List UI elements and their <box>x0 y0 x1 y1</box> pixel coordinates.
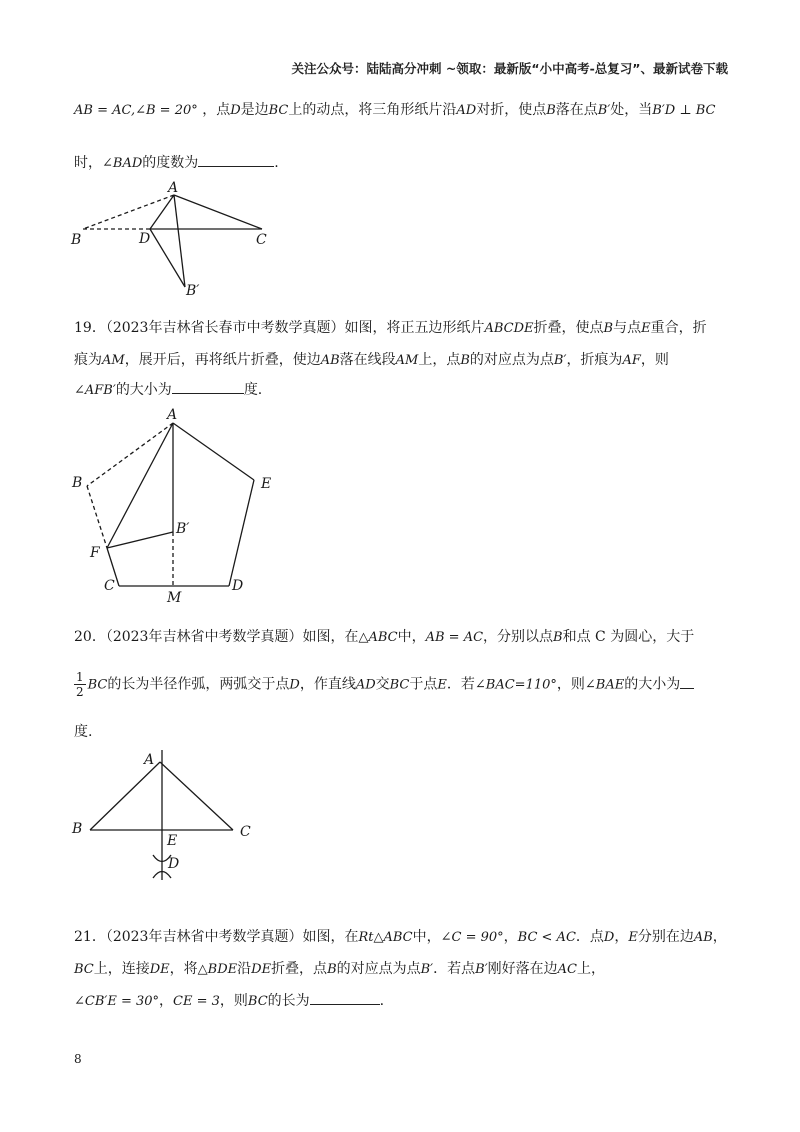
q18-point-d: D <box>230 103 241 118</box>
q19-source: （2023年吉林省长春市中考数学真题） <box>105 320 345 336</box>
q19-line-3 <box>74 380 746 401</box>
q20-label-b: B <box>72 821 83 837</box>
q18-given: AB = AC,∠B = 20° <box>74 103 198 118</box>
q21-text-6: 分别在边 <box>637 929 694 945</box>
q18-seg-abprime <box>174 195 185 287</box>
q20-source: （2023年吉林省中考数学真题） <box>105 629 303 645</box>
q21-side-ab: AB <box>693 930 713 945</box>
q21-source: （2023年吉林省中考数学真题） <box>105 929 303 945</box>
q20-text-9: ．若 <box>446 676 475 693</box>
q21-line-2 <box>74 959 746 980</box>
q20-triangle: △ABC <box>358 630 398 645</box>
q18-label-b: B <box>71 232 82 248</box>
q21-text-14: 刚好落在边 <box>487 961 558 977</box>
q19-label-m: M <box>167 590 182 606</box>
q19-text-13: 度. <box>243 382 263 398</box>
q18-point-b: B <box>546 103 556 118</box>
q20-label-e: E <box>167 833 178 849</box>
q20-frac-num: 1 <box>76 670 84 684</box>
q21-seg-de2: DE <box>251 962 272 977</box>
q18-text-4: 对折，使点 <box>476 102 547 118</box>
q19-number: 19． <box>74 320 106 336</box>
q20-text-7: 交 <box>375 676 390 693</box>
q20-answer-blank[interactable] <box>680 675 694 689</box>
q19-text-8: 上，点 <box>418 352 461 368</box>
q18-text-3: 上的动点，将三角形纸片沿 <box>288 102 457 118</box>
q20-text-12: 度. <box>74 724 93 740</box>
q19-seg-af-text: AF <box>622 353 641 368</box>
q21-period: . <box>379 993 385 1009</box>
q20-condition: ∠BAC=110° <box>474 677 557 693</box>
page-header: 关注公众号：陆陆高分冲刺 ~领取：最新版“小中高考-总复习”、最新试卷下载 <box>291 61 728 76</box>
q20-line-ad-text: AD <box>355 677 376 693</box>
q20-text-1: 如图，在 <box>302 629 359 645</box>
q19-seg-am2-text: AM <box>395 353 419 368</box>
q18-text-8: 的度数为 <box>142 155 199 171</box>
q21-point-bprime: B′ <box>420 962 434 977</box>
q21-comparison: BC < AC <box>517 930 576 945</box>
q18-label-d: D <box>139 231 151 247</box>
q19-label-d: D <box>232 578 244 594</box>
q19-text-6: ，展开后，再将纸片折叠，使边 <box>124 352 321 368</box>
q21-text-18: 的长为 <box>267 993 310 1009</box>
q21-point-bprime-2: B′ <box>475 962 488 977</box>
q19-seg-ae <box>173 423 254 480</box>
q21-text-1: 如图，在 <box>302 929 359 945</box>
q21-text-12: 的对应点为点 <box>336 961 421 977</box>
q21-point-b: B <box>327 962 337 977</box>
q18-point-bprime: B′ <box>597 103 611 118</box>
q19-seg-ab-dashed <box>87 423 173 486</box>
q21-text-13: ．若点 <box>433 961 476 977</box>
q19-point-b: B <box>603 321 614 336</box>
q20-label-c: C <box>240 824 251 840</box>
q20-line-3 <box>74 722 746 742</box>
q21-angle-c: ∠C = 90° <box>440 930 504 945</box>
q20-seg-ab <box>90 762 160 830</box>
q21-text-11: 折叠，点 <box>271 961 328 977</box>
q20-text-4: 和点 C 为圆心，大于 <box>562 629 695 645</box>
q21-condition-1: ∠CB′E = 30° <box>74 994 160 1009</box>
q19-point-e: E <box>641 321 651 336</box>
q20-text-6: ，作直线 <box>299 676 356 693</box>
q19-seg-ed <box>229 480 254 586</box>
q18-label-bprime: B′ <box>186 283 200 299</box>
q19-label-e: E <box>261 476 272 492</box>
q20-number: 20． <box>74 629 106 645</box>
q20-text-5: 的长为半径作弧，两弧交于点 <box>107 676 290 693</box>
q21-answer-blank[interactable] <box>310 991 380 1005</box>
q21-text-2: 中， <box>412 929 441 945</box>
q20-seg-ac <box>160 762 233 830</box>
q21-line-3 <box>74 991 746 1012</box>
q20-line-1 <box>74 627 746 648</box>
q19-seg-fbprime <box>107 532 173 548</box>
q18-text-1: ，点 <box>202 102 231 118</box>
q21-rt-triangle: Rt△ABC <box>358 930 413 945</box>
q21-text-16: ， <box>159 993 174 1009</box>
q18-angle-bad: ∠BAD <box>102 156 143 171</box>
q21-text-9: ，将 <box>169 961 198 977</box>
page-number: 8 <box>74 1052 82 1066</box>
q21-text-5: ， <box>614 929 629 945</box>
q19-text-3: 与点 <box>613 320 642 336</box>
q21-text-10: 沿 <box>237 961 252 977</box>
q20-text-3: ，分别以点 <box>483 629 554 645</box>
q19-text-7: 落在线段 <box>339 352 396 368</box>
q21-text-7: ， <box>712 929 727 945</box>
q20-text-10: ，则 <box>556 676 585 693</box>
q19-seg-bf-dashed <box>87 486 107 548</box>
q19-label-a: A <box>167 407 178 423</box>
q18-condition: B′D ⊥ BC <box>652 103 716 118</box>
q20-line-2 <box>74 670 746 699</box>
q18-seg-ad <box>150 195 174 229</box>
q21-side-bc: BC <box>74 962 94 977</box>
q19-line-2 <box>74 350 746 371</box>
q21-text-4: ．点 <box>575 929 604 945</box>
q19-polygon: ABCDE <box>484 321 534 336</box>
q19-text-1: 如图，将正五边形纸片 <box>344 320 485 336</box>
q18-text-6: 处，当 <box>610 102 653 118</box>
q20-point-e: E <box>437 677 447 693</box>
q18-label-a: A <box>168 180 179 196</box>
q19-label-f: F <box>90 545 100 561</box>
q21-text-8: 上，连接 <box>93 961 150 977</box>
q20-label-a: A <box>144 752 155 768</box>
q20-frac-den: 2 <box>76 685 84 699</box>
q21-triangle-bde: △BDE <box>197 962 238 977</box>
q19-label-c: C <box>104 578 115 594</box>
q21-text-17: ，则 <box>219 993 248 1009</box>
q19-text-12: 的大小为 <box>115 382 172 398</box>
q18-seg-ac <box>174 195 262 229</box>
q21-point-e: E <box>628 930 638 945</box>
q18-label-c: C <box>256 232 267 248</box>
q19-seg-ab-text: AB <box>320 353 340 368</box>
q19-line-1 <box>74 318 746 339</box>
q19-text-10: ，折痕为 <box>566 352 623 368</box>
q19-label-bprime: B′ <box>176 521 190 537</box>
q18-text-2: 是边 <box>240 102 269 118</box>
q19-text-4: 重合，折 <box>650 320 707 336</box>
q19-text-5: 痕为 <box>74 352 102 368</box>
q20-label-d: D <box>168 856 180 872</box>
q19-seg-af <box>107 423 173 548</box>
q21-number: 21． <box>74 929 106 945</box>
q21-seg-de: DE <box>149 962 170 977</box>
q20-text-11: 的大小为 <box>624 676 681 693</box>
q20-fraction <box>74 670 86 699</box>
q19-seg-am-text: AM <box>102 353 125 368</box>
q20-seg-bc2-text: BC <box>389 677 410 693</box>
q21-point-d: D <box>603 930 615 945</box>
q19-point-bprime: B′ <box>553 353 567 368</box>
q20-point-d: D <box>289 677 300 693</box>
q18-period: . <box>274 155 279 171</box>
q18-text-7: 时， <box>74 155 102 171</box>
q21-text-15: 上， <box>577 961 605 977</box>
q21-side-bc-2: BC <box>247 994 268 1009</box>
q21-side-ac: AC <box>557 962 577 977</box>
q20-equality: AB = AC <box>425 630 484 645</box>
q20-text-8: 于点 <box>409 676 438 693</box>
q19-text-9: 的对应点为点 <box>469 352 554 368</box>
q19-text-2: 折叠，使点 <box>533 320 604 336</box>
q20-angle: ∠BAE <box>584 677 625 693</box>
q19-point-b-2: B <box>460 353 470 368</box>
q18-side-bc: BC <box>268 103 289 118</box>
q21-text-3: ， <box>503 929 518 945</box>
q21-condition-2: CE = 3 <box>173 994 220 1009</box>
q20-seg-bc-text: BC <box>87 677 108 693</box>
q19-answer-blank[interactable] <box>172 380 244 394</box>
q19-text-11: ，则 <box>640 352 669 368</box>
q18-text-5: 落在点 <box>555 102 598 118</box>
q18-seg-ab-dashed <box>83 195 174 229</box>
q18-line-ad: AD <box>456 103 477 118</box>
q20-text-2: 中， <box>397 629 426 645</box>
q19-label-b: B <box>72 475 83 491</box>
q19-angle: ∠AFB′ <box>74 383 116 398</box>
q21-line-1 <box>74 927 746 948</box>
q20-point-b: B <box>553 630 563 645</box>
